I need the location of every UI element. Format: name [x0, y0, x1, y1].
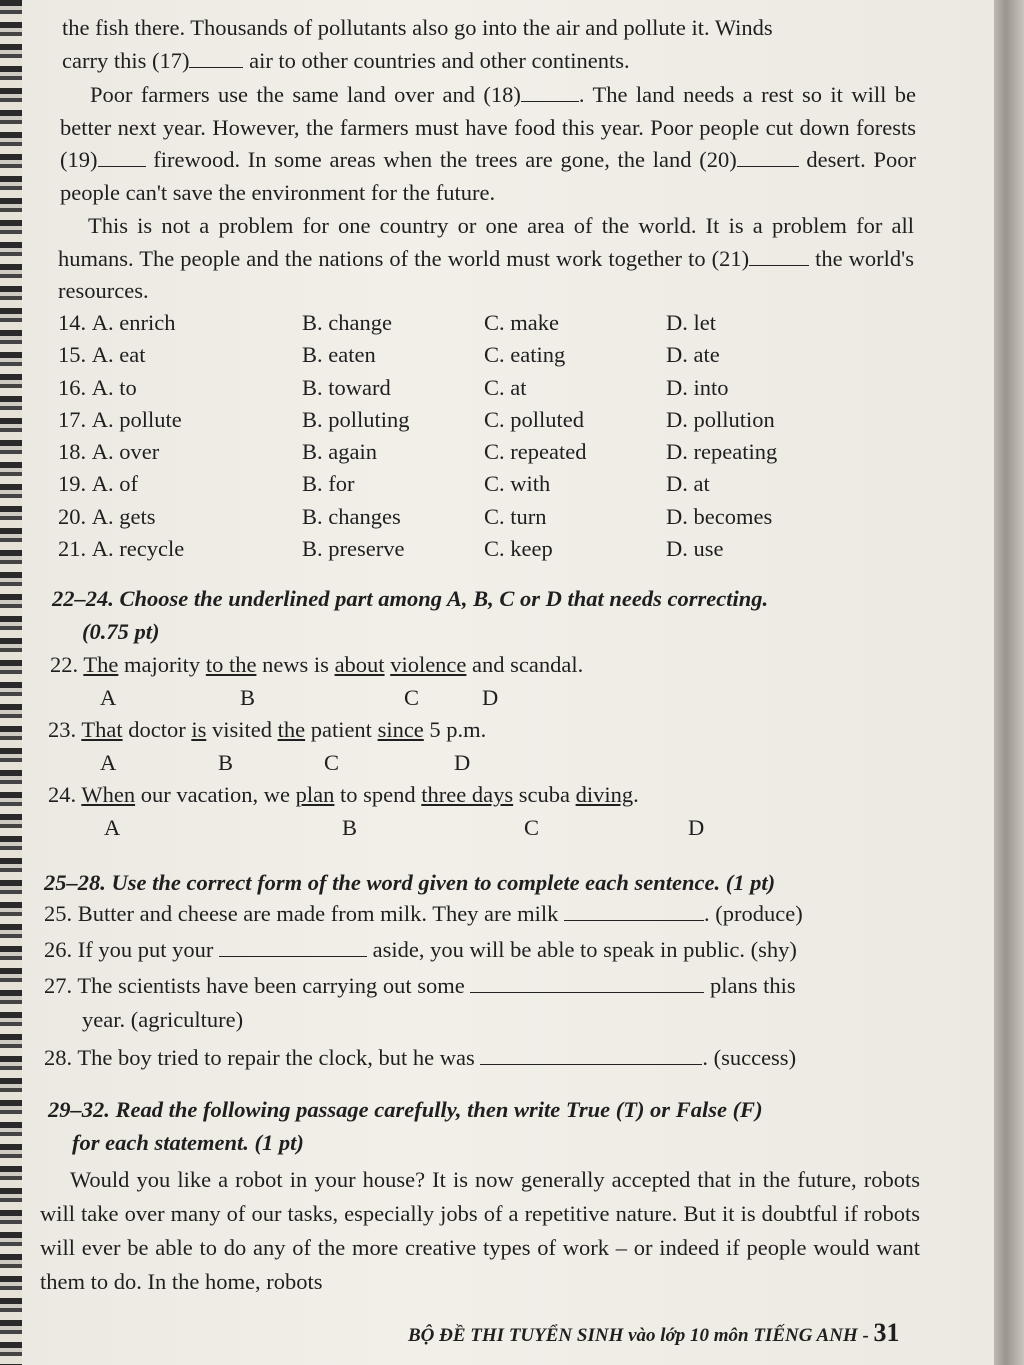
label-b: B [218, 750, 234, 775]
option-c[interactable]: C. turn [484, 503, 547, 529]
option-b[interactable]: B. toward [302, 374, 391, 400]
page-number: 31 [873, 1318, 900, 1347]
option-c[interactable]: C. at [484, 374, 527, 400]
option-c[interactable]: C. repeated [484, 439, 587, 465]
option-c[interactable]: C. eating [484, 342, 566, 368]
page-edge [994, 0, 1024, 1365]
option-row-20 [58, 504, 938, 536]
blank-19[interactable] [98, 148, 146, 167]
answer-blank-28[interactable] [480, 1046, 702, 1065]
label-a: A [100, 750, 117, 775]
option-b[interactable]: B. eaten [302, 342, 376, 368]
question-number: 20. A. gets [58, 503, 156, 529]
option-row-17 [58, 407, 938, 439]
option-c[interactable]: C. make [484, 310, 559, 335]
section-heading-29-32: 29–32. Read the following passage carefully, then write True (T) or False (F) for each statement. (1 pt) [48, 1097, 763, 1155]
section-heading-25-28: 25–28. Use the correct form of the word given to complete each sentence. (1 pt) [44, 870, 776, 895]
label-b: B [342, 815, 358, 840]
question-number: 19. A. of [58, 471, 138, 497]
blank-21[interactable] [749, 247, 809, 266]
option-row-15 [58, 342, 938, 374]
option-d[interactable]: D. ate [666, 342, 720, 368]
option-d[interactable]: D. let [666, 310, 716, 335]
option-b[interactable]: B. change [302, 310, 392, 335]
options-table [58, 310, 938, 568]
question-number: 14. A. enrich [58, 310, 176, 335]
option-row-19 [58, 471, 938, 503]
label-b: B [240, 685, 256, 710]
option-c[interactable]: C. with [484, 471, 551, 497]
option-d[interactable]: D. use [666, 536, 724, 562]
option-row-14 [58, 310, 938, 342]
option-d[interactable]: D. into [666, 374, 729, 400]
question-27-continued: year. (agriculture) [82, 1007, 244, 1032]
option-c[interactable]: C. keep [484, 536, 553, 562]
blank-18[interactable] [521, 83, 579, 102]
option-b[interactable]: B. preserve [302, 536, 405, 562]
question-25: 25. Butter and cheese are made from milk. They are milk . (produce) [44, 901, 803, 926]
question-number: 18. A. over [58, 439, 160, 465]
label-d: D [454, 750, 471, 775]
passage-paragraph-2: Poor farmers use the same land over and (18) . The land needs a rest so it will be better next year. However, the farmers must have food this year. Poor people cut down forests (19) firewood. In some areas when the trees are gone, the land (20) desert. Poor people can't save the environment for the future. [60, 82, 917, 205]
option-row-16 [58, 375, 938, 407]
question-number: 21. A. recycle [58, 536, 185, 562]
option-d[interactable]: D. becomes [666, 503, 773, 529]
question-24: 24. When our vacation, we plan to spend three days scuba diving. [48, 782, 639, 807]
question-number: 15. A. eat [58, 342, 146, 368]
label-a: A [104, 815, 121, 840]
textbook-page [22, 0, 994, 1365]
answer-blank-26[interactable] [219, 938, 367, 957]
question-number: 16. A. to [58, 374, 137, 400]
label-d: D [688, 815, 705, 840]
label-a: A [100, 685, 117, 710]
label-d: D [482, 685, 499, 710]
book-spine [0, 0, 22, 1365]
label-c: C [324, 750, 340, 775]
passage-line-2: carry this (17) air to other countries and other continents. [62, 48, 630, 73]
option-b[interactable]: B. changes [302, 503, 401, 529]
label-c: C [524, 815, 540, 840]
question-27: 27. The scientists have been carrying out some plans this [44, 973, 796, 998]
blank-20[interactable] [737, 148, 799, 167]
label-c: C [404, 685, 420, 710]
option-row-21 [58, 536, 938, 568]
question-number: 17. A. pollute [58, 406, 182, 432]
blank-17[interactable] [189, 49, 243, 68]
option-row-18 [58, 439, 938, 471]
option-d[interactable]: D. repeating [666, 439, 778, 465]
page-footer: BỘ ĐỀ THI TUYỂN SINH vào lớp 10 môn TIẾNG ANH - 31 [408, 1318, 900, 1347]
option-b[interactable]: B. polluting [302, 406, 410, 432]
robot-passage: Would you like a robot in your house? It is now generally accepted that in the future, robots will take over many of our tasks, especially jobs of a repetitive nature. But it is doubtful if robots will ever be able to do any of the more creative types of work – or indeed if people would want them to do. In the home, robots [40, 1167, 920, 1294]
passage-line-1: the fish there. Thousands of pollutants also go into the air and pollute it. Winds [62, 15, 773, 40]
option-c[interactable]: C. polluted [484, 406, 584, 432]
section-heading-22-24: 22–24. Choose the underlined part among A, B, C or D that needs correcting. (0.75 pt) [52, 586, 769, 644]
option-b[interactable]: B. again [302, 439, 377, 465]
question-28: 28. The boy tried to repair the clock, but he was . (success) [44, 1045, 797, 1070]
answer-blank-25[interactable] [564, 902, 704, 921]
passage-paragraph-3: This is not a problem for one country or one area of the world. It is a problem for all humans. The people and the nations of the world must work together to (21) the world's resources. [58, 213, 914, 303]
answer-blank-27[interactable] [470, 974, 704, 993]
question-22: 22. The majority to the news is about violence and scandal. [50, 652, 584, 677]
option-d[interactable]: D. pollution [666, 406, 775, 432]
option-b[interactable]: B. for [302, 471, 355, 497]
question-26: 26. If you put your aside, you will be able to speak in public. (shy) [44, 937, 797, 962]
question-23: 23. That doctor is visited the patient since 5 p.m. [48, 717, 487, 742]
option-d[interactable]: D. at [666, 471, 710, 497]
